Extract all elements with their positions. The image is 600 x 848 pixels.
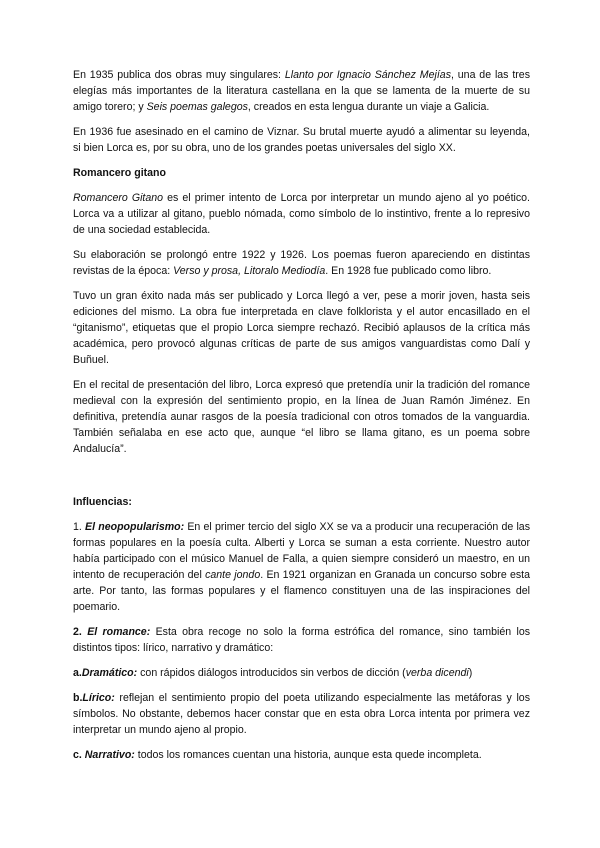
item-number: 2. — [73, 626, 88, 638]
title-seis-poemas: Seis poemas galegos — [146, 101, 248, 113]
paragraph-1935 — [73, 67, 530, 115]
text: En el primer tercio del siglo XX se va a producir una recuperación de las formas populares en la poesía culta. Alberti y Lorca se suman a esta corriente. Nuestro autor había participado con el músico Manuel de Falla, a quien siempre consideró un maestro, en un intento de recuperación del — [73, 521, 530, 581]
item-title: Narrativo: — [84, 749, 135, 761]
paragraph-elaboracion — [73, 247, 530, 279]
paragraph-lirico — [73, 690, 530, 738]
paragraph-1936: En 1936 fue asesinado en el camino de Viznar. Su brutal muerte ayudó a alimentar su leyenda, si bien Lorca es, por su obra, uno de los grandes poetas universales del siglo XX. — [73, 126, 530, 154]
item-letter: a. — [73, 667, 82, 679]
title-revistas: Verso y prosa, Litoral — [173, 265, 273, 277]
text: o — [272, 265, 282, 277]
text: ) — [468, 667, 473, 679]
text: En 1935 publica dos obras muy singulares: — [73, 69, 285, 81]
title-romancero: Romancero Gitano — [73, 192, 164, 204]
paragraph-narrativo — [73, 747, 530, 763]
item-letter: b. — [73, 692, 83, 704]
item-number: 1. — [73, 521, 86, 533]
paragraph-romancero-intro — [73, 190, 530, 238]
paragraph-dramatico — [73, 665, 530, 681]
text: reflejan el sentimiento propio del poeta utilizando especialmente las metáforas y los símbolos. No obstante, debemos hacer constar que en esta obra Lorca intenta por primera vez interpretar un mundo ajeno al propio. — [73, 692, 530, 736]
text: Su elaboración se prolongó entre 1922 y 1926. Los poemas fueron apareciendo en distintas revistas de la época: — [73, 249, 530, 277]
paragraph-recital: En el recital de presentación del libro, Lorca expresó que pretendía unir la tradición del romance medieval con la expresión del sentimiento propio, en la línea de Juan Ramón Jiménez. En definitiva, pretendía aunar rasgos de la poesía tradicional con otros tomados de la vanguardia. También señalaba en ese acto que, aunque “el libro se llama gitano, es un poema sobre Andalucía”. — [73, 379, 530, 455]
text: con rápidos diálogos introducidos sin verbos de dicción ( — [137, 667, 406, 679]
term-verba-dicendi: verba dicendi — [405, 667, 469, 679]
paragraph-romance — [73, 624, 530, 656]
text: , creados en esta lengua durante un viaje a Galicia. — [247, 101, 490, 113]
heading-romancero-gitano: Romancero gitano — [73, 167, 167, 179]
title-llanto: Llanto por Ignacio Sánchez Mejías — [284, 69, 451, 81]
spacer — [73, 466, 530, 494]
item-title: Lírico: — [82, 692, 115, 704]
text: . En 1921 organizan en Granada un concurso sobre esta arte. Por tanto, las formas populares y el flamenco constituyen una de las inspiraciones del poemario. — [73, 569, 531, 613]
text: , una de las tres elegías más importantes de la literatura castellana en la que se lamenta de la muerte de su amigo torero; y — [73, 69, 530, 113]
text: todos los romances cuentan una historia, aunque esta quede incompleta. — [134, 749, 482, 761]
text: Esta obra recoge no solo la forma estrófica del romance, sino también los distintos tipos: lírico, narrativo y dramático: — [73, 626, 531, 654]
paragraph-neopopularismo — [73, 519, 530, 615]
item-title: El romance: — [87, 626, 151, 638]
item-letter: c. — [73, 749, 85, 761]
text: . En 1928 fue publicado como libro. — [325, 265, 492, 277]
item-title: Dramático: — [81, 667, 138, 679]
text: es el primer intento de Lorca por interpretar un mundo ajeno al yo poético. Lorca va a utilizar al gitano, pueblo nómada, como símbolo de lo instintivo, frente a lo represivo de una sociedad establecida. — [73, 192, 530, 236]
title-mediodia: Mediodía — [281, 265, 326, 277]
paragraph-exito: Tuvo un gran éxito nada más ser publicado y Lorca llegó a ver, pese a morir joven, hasta seis ediciones del mismo. La obra fue interpretada en clave folklorista y el autor encasillado en el “gitanismo”, etiquetas que el propio Lorca siempre rechazó. Recibió aplausos de la crítica más académica, pero provocó algunas críticas de parte de sus amigos vanguardistas como Dalí y Buñuel. — [73, 290, 530, 366]
item-title: El neopopularismo: — [85, 521, 185, 533]
heading-influencias: Influencias: — [73, 496, 132, 508]
term-cante-jondo: cante jondo — [205, 569, 261, 581]
